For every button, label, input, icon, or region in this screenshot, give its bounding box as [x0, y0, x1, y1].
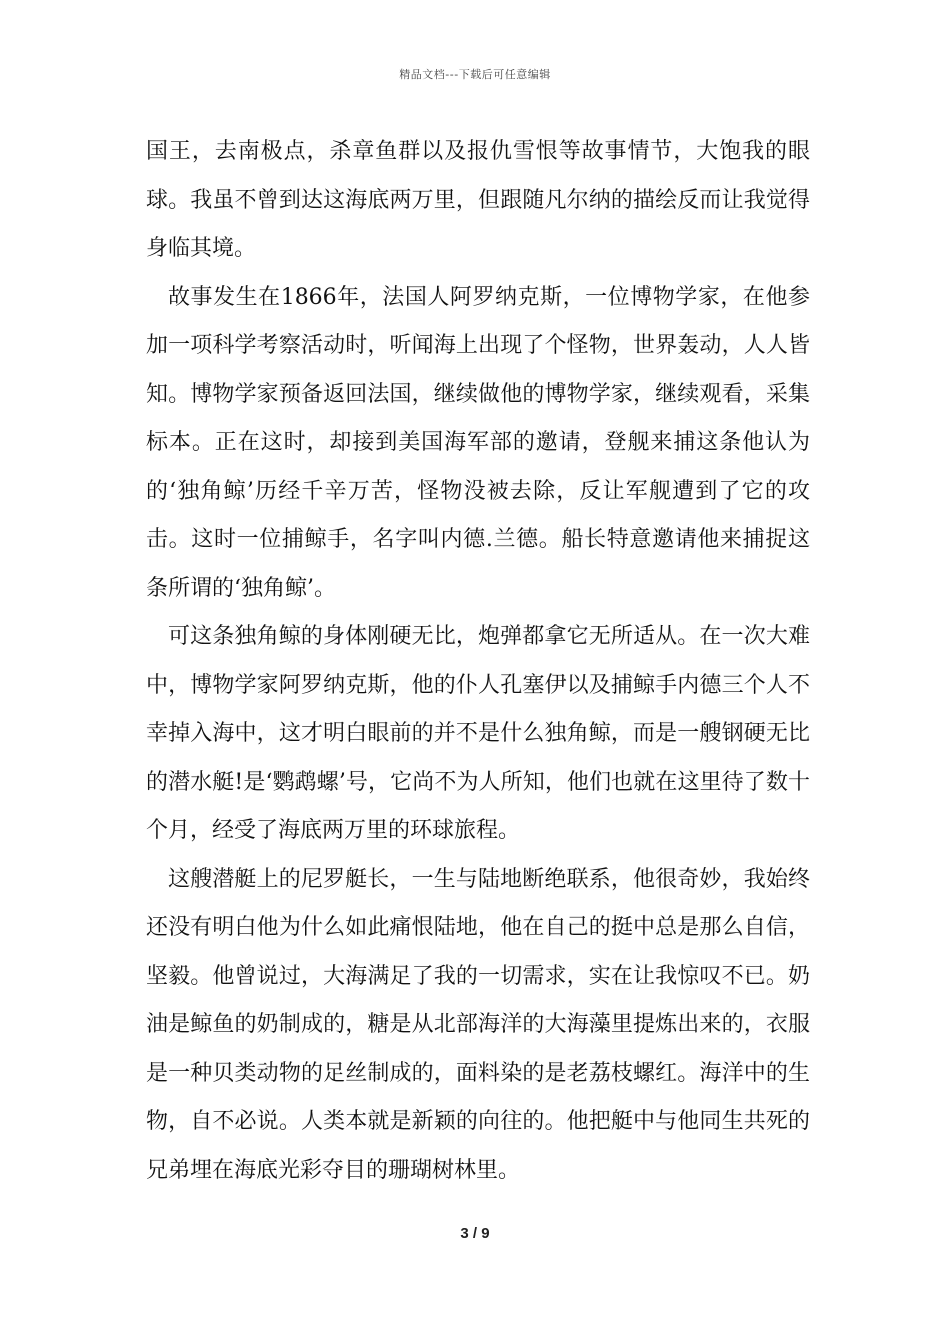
paragraph-story-setup: 故事发生在1866年，法国人阿罗纳克斯，一位博物学家，在他参加一项科学考察活动时，听闻海上出现了个怪物，世界轰动，人人皆知。博物学家预备返回法国，继续做他的博物学家，继续观看，采集标本。正在这时，却接到美国海军部的邀请，登舰来捕这条他认为的‘独角鲸’历经千辛万苦，怪物没被去除，反让军舰遭到了它的攻击。这时一位捕鲸手，名字叫内德.兰德。船长特意邀请他来捕捉这条所谓的‘独角鲸’。	[146, 284, 810, 601]
paragraph-continuation: 国王，去南极点，杀章鱼群以及报仇雪恨等故事情节，大饱我的眼球。我虽不曾到达这海底两万里，但跟随凡尔纳的描绘反而让我觉得身临其境。	[146, 139, 810, 261]
paragraph-captain-nemo: 这艘潜艇上的尼罗艇长，一生与陆地断绝联系，他很奇妙，我始终还没有明白他为什么如此痛恨陆地，他在自己的挺中总是那么自信，坚毅。他曾说过，大海满足了我的一切需求，实在让我惊叹不已。奶油是鲸鱼的奶制成的，糖是从北部海洋的大海藻里提炼出来的，衣服是一种贝类动物的足丝制成的，面料染的是老荔枝螺红。海洋中的生物，自不必说。人类本就是新颖的向往的。他把艇中与他同生共死的兄弟埋在海底光彩夺目的珊瑚树林里。	[146, 866, 810, 1183]
page-number: 3 / 9	[460, 1225, 490, 1242]
paragraph-submarine-reveal: 可这条独角鲸的身体刚硬无比，炮弹都拿它无所适从。在一次大难中，博物学家阿罗纳克斯，他的仆人孔塞伊以及捕鲸手内德三个人不幸掉入海中，这才明白眼前的并不是什么独角鲸，而是一艘钢硬无比的潜水艇!是‘鹦鹉螺’号，它尚不为人所知，他们也就在这里待了数十个月，经受了海底两万里的环球旅程。	[146, 624, 810, 843]
document-body	[146, 128, 810, 1195]
page-header: 精品文档---下载后可任意编辑	[399, 68, 551, 81]
